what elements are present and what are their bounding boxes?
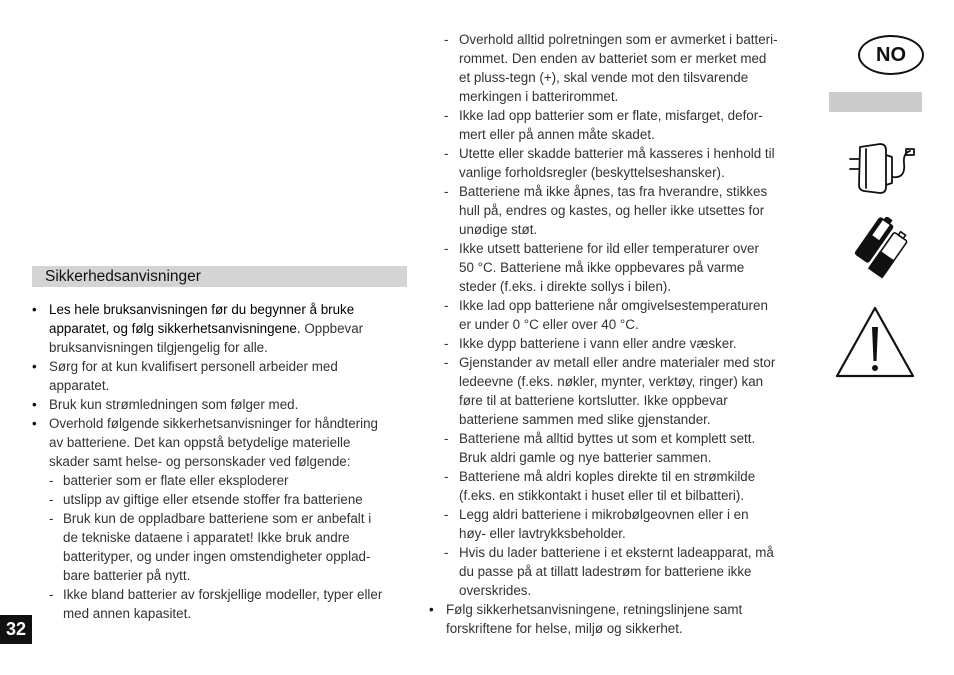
text-line: apparatet.	[49, 378, 110, 393]
text-line: rommet. Den enden av batteriet som er merket med	[459, 51, 767, 66]
section-heading: Sikkerhedsanvisninger	[32, 266, 407, 287]
text-line: - Legg aldri batteriene i mikrobølgeovnen eller i en	[459, 507, 749, 522]
section-marker-bar	[829, 92, 922, 112]
text-line: (f.eks. en stikkontakt i huset eller til et bilbatteri).	[459, 488, 745, 503]
batteries-icon	[852, 217, 908, 286]
dash-item	[429, 106, 804, 144]
dash-item	[429, 182, 804, 239]
warning-icon	[834, 305, 916, 384]
text-line: - Ikke bland batterier av forskjellige modeller, typer eller	[63, 587, 383, 602]
right-column	[429, 30, 804, 638]
text-line: batterityper, og under ingen omstendigheter opplad-	[63, 549, 371, 564]
text-line: • Sørg for at kun kvalifisert personell arbeider med	[49, 359, 338, 374]
text-line: - Ikke lad opp batteriene når omgivelsestemperaturen	[459, 298, 768, 313]
text-line: med annen kapasitet.	[63, 606, 192, 621]
text-line: steder (f.eks. i direkte sollys i bilen).	[459, 279, 672, 294]
bullet-read-manual	[32, 300, 407, 357]
bullet-power-cord	[32, 395, 407, 414]
text-line: • Overhold følgende sikkerhetsanvisninger for håndtering	[49, 416, 378, 431]
text-line: - Batteriene må alltid byttes ut som et komplett sett.	[459, 431, 756, 446]
text-line: de tekniske dataene i apparatet! Ikke bruk andre	[63, 530, 350, 545]
text-line: - utslipp av giftige eller etsende stoffer fra batteriene	[63, 492, 363, 507]
text-line: overskrides.	[459, 583, 532, 598]
dash-item	[429, 543, 804, 600]
dash-item	[32, 585, 407, 623]
bullet-battery-safety	[32, 414, 407, 471]
text-line: - Bruk kun de oppladbare batteriene som er anbefalt i	[63, 511, 372, 526]
text-line: mert eller på annen måte skadet.	[459, 127, 655, 142]
page-number: 32	[0, 615, 32, 644]
text-line: - Ikke lad opp batterier som er flate, misfarget, defor-	[459, 108, 763, 123]
dash-item	[429, 467, 804, 505]
text-line: høy- eller lavtrykksbeholder.	[459, 526, 626, 541]
dash-item	[429, 30, 804, 106]
text-line: • Følg sikkerhetsanvisningene, retningslinjene samt	[446, 602, 743, 617]
bold-text: Les hele bruksanvisningen før du begynner å bruke	[49, 302, 355, 317]
language-badge: NO	[858, 35, 924, 75]
dash-item	[32, 471, 407, 490]
text-line: Bruk aldri gamle og nye batterier sammen.	[459, 450, 712, 465]
dash-item	[32, 490, 407, 509]
dash-item	[429, 505, 804, 543]
text-line: ledeevne (f.eks. nøkler, mynter, verktøy, ringer) kan	[459, 374, 764, 389]
text: Oppbevar	[300, 321, 364, 336]
text-line: - Batteriene må ikke åpnes, tas fra hverandre, stikkes	[459, 184, 768, 199]
text-line: batteriene sammen med slike gjenstander.	[459, 412, 711, 427]
charger-icon	[846, 133, 918, 210]
bold-text: apparatet, og følg sikkerhetsanvisningene.	[49, 321, 301, 336]
dash-item	[429, 296, 804, 334]
text-line: - Gjenstander av metall eller andre materialer med stor	[459, 355, 776, 370]
text-line: vanlige forholdsregler (beskyttelseshansker).	[459, 165, 725, 180]
text-line: 50 °C. Batteriene må ikke oppbevares på varme	[459, 260, 745, 275]
text-line: er under 0 °C eller over 40 °C.	[459, 317, 639, 332]
dash-item	[429, 353, 804, 429]
left-column	[32, 266, 407, 623]
text-line: føre til at batteriene kortslutter. Ikke oppbevar	[459, 393, 728, 408]
text-line: unødige støt.	[459, 222, 538, 237]
text-line: - Batteriene må aldri koples direkte til en strømkilde	[459, 469, 756, 484]
text-line: • Bruk kun strømledningen som følger med.	[49, 397, 299, 412]
text-line: merkingen i batterirommet.	[459, 89, 619, 104]
text-line: skader samt helse- og personskader ved følgende:	[49, 454, 351, 469]
bullet-qualified-personnel	[32, 357, 407, 395]
dash-item	[429, 429, 804, 467]
text-line: du passe på at tillatt ladestrøm for batteriene ikke	[459, 564, 752, 579]
text-line: bare batterier på nytt.	[63, 568, 191, 583]
bullet-follow-guidelines	[429, 600, 804, 638]
text-line: - Ikke utsett batteriene for ild eller temperaturer over	[459, 241, 759, 256]
text-line: forskriftene for helse, miljø og sikkerhet.	[446, 621, 683, 636]
text-line: hull på, endres og kastes, og heller ikke utsettes for	[459, 203, 765, 218]
dash-item	[429, 239, 804, 296]
text-line: - Utette eller skadde batterier må kasseres i henhold til	[459, 146, 775, 161]
dash-item	[429, 144, 804, 182]
text-line: - batterier som er flate eller eksploderer	[63, 473, 289, 488]
text-line: bruksanvisningen tilgjengelig for alle.	[49, 340, 268, 355]
dash-item	[32, 509, 407, 585]
text-line: - Overhold alltid polretningen som er avmerket i batteri-	[459, 32, 778, 47]
text-line: - Ikke dypp batteriene i vann eller andre væsker.	[459, 336, 737, 351]
text-line: et pluss-tegn (+), skal vende mot den tilsvarende	[459, 70, 749, 85]
dash-item	[429, 334, 804, 353]
text-line: - Hvis du lader batteriene i et eksternt ladeapparat, må	[459, 545, 774, 560]
text-line: av batteriene. Det kan oppstå betydelige materielle	[49, 435, 351, 450]
